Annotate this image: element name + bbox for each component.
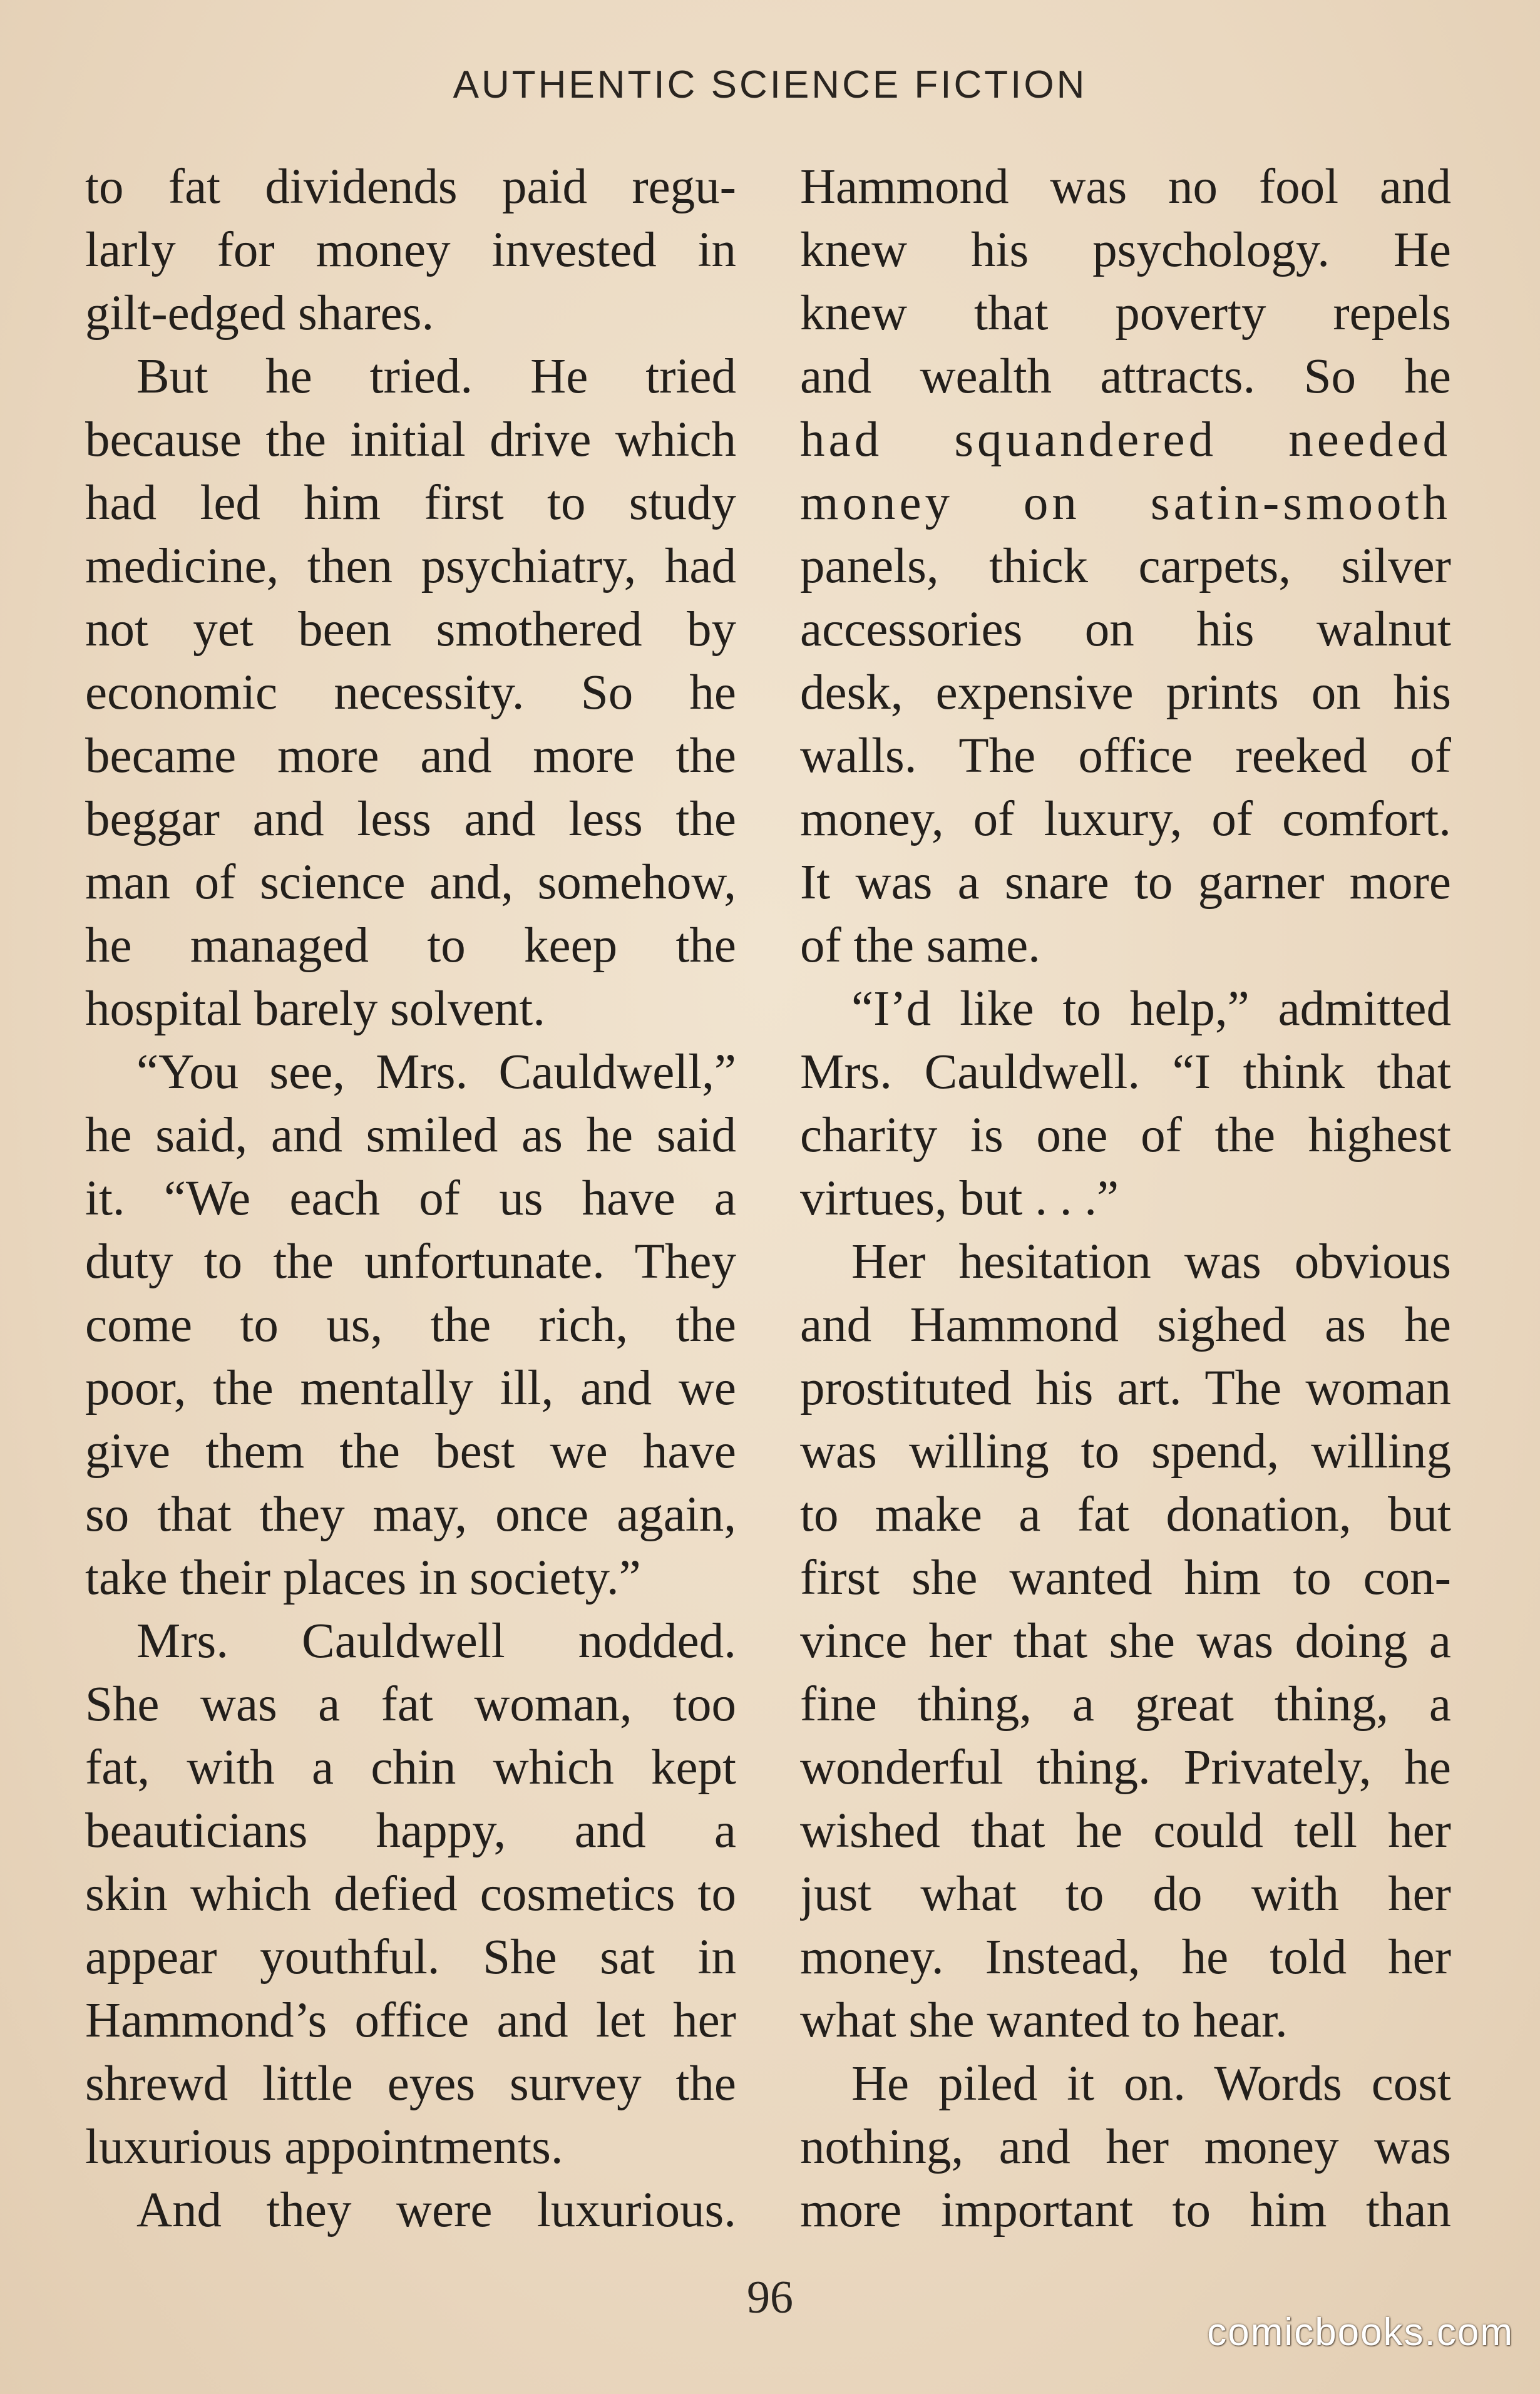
text-line: it. “We each of us have a — [85, 1171, 736, 1226]
text-line: fine thing, a great thing, a — [800, 1677, 1451, 1732]
text-line: nothing, and her money was — [800, 2120, 1451, 2174]
text-line: just what to do with her — [800, 1867, 1451, 1921]
text-line: Hammond’s office and let her — [85, 1993, 736, 2048]
text-line: poor, the mentally ill, and we — [85, 1361, 736, 1415]
text-line: money. Instead, he told her — [800, 1930, 1451, 1985]
text-line: And they were luxurious. — [136, 2183, 736, 2237]
text-line: panels, thick carpets, silver — [800, 539, 1451, 593]
running-head: AUTHENTIC SCIENCE FICTION — [453, 63, 1087, 106]
text-line: medicine, then psychiatry, had — [85, 539, 736, 593]
text-line: he said, and smiled as he said — [85, 1108, 736, 1163]
text-line: beggar and less and less the — [85, 792, 736, 846]
text-line: charity is one of the highest — [800, 1108, 1451, 1163]
text-line: luxurious appointments. — [85, 2120, 563, 2174]
text-line: more important to him than — [800, 2183, 1451, 2237]
text-line: first she wanted him to con- — [800, 1551, 1451, 1605]
text-line: larly for money invested in — [85, 223, 736, 277]
text-line: Mrs. Cauldwell nodded. — [136, 1614, 736, 1668]
text-line: give them the best we have — [85, 1424, 736, 1479]
text-line: fat, with a chin which kept — [85, 1740, 736, 1795]
text-line: gilt-edged shares. — [85, 286, 434, 341]
text-line: because the initial drive which — [85, 413, 736, 467]
text-line: and Hammond sighed as he — [800, 1298, 1451, 1352]
text-line: come to us, the rich, the — [85, 1298, 736, 1352]
text-line: had squandered needed — [800, 413, 1451, 467]
text-line: so that they may, once again, — [85, 1487, 736, 1542]
text-line: vince her that she was doing a — [800, 1614, 1451, 1668]
right-column — [800, 155, 1451, 2242]
text-line: “You see, Mrs. Cauldwell,” — [136, 1045, 736, 1099]
text-line: walls. The office reeked of — [800, 729, 1451, 783]
page-number: 96 — [747, 2272, 793, 2323]
text-line: knew that poverty repels — [800, 286, 1451, 341]
text-line: knew his psychology. He — [800, 223, 1451, 277]
text-line: virtues, but . . .” — [800, 1171, 1119, 1226]
text-line: to fat dividends paid regu- — [85, 160, 736, 214]
text-line: prostituted his art. The woman — [800, 1361, 1451, 1415]
text-line: wonderful thing. Privately, he — [800, 1740, 1451, 1795]
text-line: skin which defied cosmetics to — [85, 1867, 736, 1921]
text-line: money on satin-smooth — [800, 476, 1451, 530]
text-line: beauticians happy, and a — [85, 1804, 736, 1858]
text-line: money, of luxury, of comfort. — [800, 792, 1451, 846]
text-line: He piled it on. Words cost — [851, 2057, 1451, 2111]
text-line: But he tried. He tried — [136, 349, 736, 404]
text-line: wished that he could tell her — [800, 1804, 1451, 1858]
text-line: “I’d like to help,” admitted — [851, 982, 1451, 1036]
text-line: what she wanted to hear. — [800, 1993, 1288, 2048]
text-line: economic necessity. So he — [85, 665, 736, 720]
text-line: not yet been smothered by — [85, 602, 736, 657]
text-line: Her hesitation was obvious — [851, 1235, 1451, 1289]
text-line: duty to the unfortunate. They — [85, 1235, 736, 1289]
text-line: man of science and, somehow, — [85, 855, 736, 910]
text-line: became more and more the — [85, 729, 736, 783]
text-line: She was a fat woman, too — [85, 1677, 736, 1732]
text-line: to make a fat donation, but — [800, 1487, 1451, 1542]
text-line: desk, expensive prints on his — [800, 665, 1451, 720]
watermark: comicbooks.com — [1207, 2311, 1514, 2354]
text-line: Hammond was no fool and — [800, 160, 1451, 214]
text-line: shrewd little eyes survey the — [85, 2057, 736, 2111]
text-line: hospital barely solvent. — [85, 982, 545, 1036]
text-line: appear youthful. She sat in — [85, 1930, 736, 1985]
text-line: and wealth attracts. So he — [800, 349, 1451, 404]
text-line: take their places in society.” — [85, 1551, 641, 1605]
text-line: It was a snare to garner more — [800, 855, 1451, 910]
text-line: accessories on his walnut — [800, 602, 1451, 657]
text-line: he managed to keep the — [85, 918, 736, 973]
text-line: was willing to spend, willing — [800, 1424, 1451, 1479]
text-line: of the same. — [800, 918, 1040, 973]
text-line: had led him first to study — [85, 476, 736, 530]
text-line: Mrs. Cauldwell. “I think that — [800, 1045, 1451, 1099]
left-column — [85, 155, 736, 2242]
